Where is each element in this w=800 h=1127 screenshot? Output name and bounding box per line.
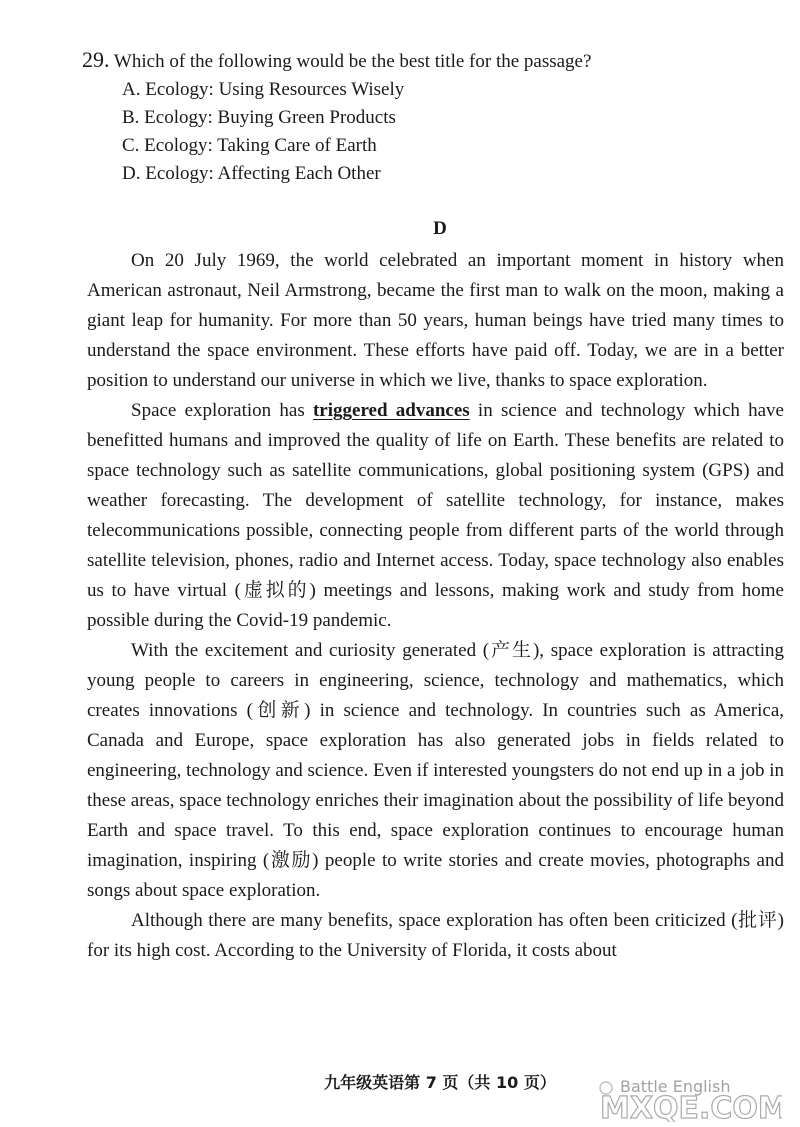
option-d: D. Ecology: Affecting Each Other bbox=[122, 163, 381, 184]
question-stem bbox=[82, 46, 591, 76]
page-footer: 九年级英语第 7 页（共 10 页） bbox=[324, 1073, 556, 1092]
watermark-line-1: Battle English bbox=[620, 1077, 731, 1096]
passage bbox=[87, 246, 784, 966]
paragraph-4: Although there are many benefits, space exploration has often been criticized (批评) for its high cost. According to the University of Florida, it costs about bbox=[87, 910, 784, 961]
paragraph-1: On 20 July 1969, the world celebrated an important moment in history when American astronaut, Neil Armstrong, became the first man to walk on the moon, making a giant leap for humanity. For more than 50 years, human beings have tried many times to understand the space environment. These efforts have paid off. Today, we are in a better position to understand our universe in which we live, thanks to space exploration. bbox=[87, 250, 784, 391]
paragraph-2-rest: in science and technology which have benefitted humans and improved the quality of life on Earth. These benefits are related to space technology such as satellite communications, global positioning system (GPS) and weather forecasting. The development of satellite technology, for instance, makes telecommunications possible, connecting people from different parts of the world through satellite television, phones, radio and Internet access. Today, space technology also enables us to have virtual (虚拟的) meetings and lessons, making work and study from home possible during the Covid-19 pandemic. bbox=[87, 400, 784, 631]
question-text: Which of the following would be the best title for the passage? bbox=[113, 51, 592, 72]
watermark bbox=[592, 1030, 782, 1122]
watermark-line-2: MXQE.COM bbox=[600, 1091, 782, 1122]
paragraph-3: With the excitement and curiosity generated (产生), space exploration is attracting young people to careers in engineering, science, technology and mathematics, which creates innovations (创新) in science and technology. In countries such as America, Canada and Europe, space exploration has also generated jobs in fields related to engineering, technology and science. Even if interested youngsters do not end up in a job in these areas, space technology enriches their imagination about the possibility of life beyond Earth and space travel. To this end, space exploration continues to encourage human imagination, inspiring (激励) people to write stories and create movies, photographs and songs about space exploration. bbox=[87, 640, 785, 901]
watermark-graphic bbox=[592, 1030, 782, 1122]
question-number: 29. bbox=[82, 47, 110, 72]
option-a: A. Ecology: Using Resources Wisely bbox=[122, 79, 405, 100]
section-label: D bbox=[433, 218, 447, 239]
highlighted-phrase: triggered advances bbox=[312, 400, 470, 421]
option-c: C. Ecology: Taking Care of Earth bbox=[122, 135, 377, 156]
paragraph-2 bbox=[87, 396, 784, 636]
option-b: B. Ecology: Buying Green Products bbox=[122, 107, 396, 128]
paragraph-2-start: Space exploration has bbox=[131, 400, 313, 421]
